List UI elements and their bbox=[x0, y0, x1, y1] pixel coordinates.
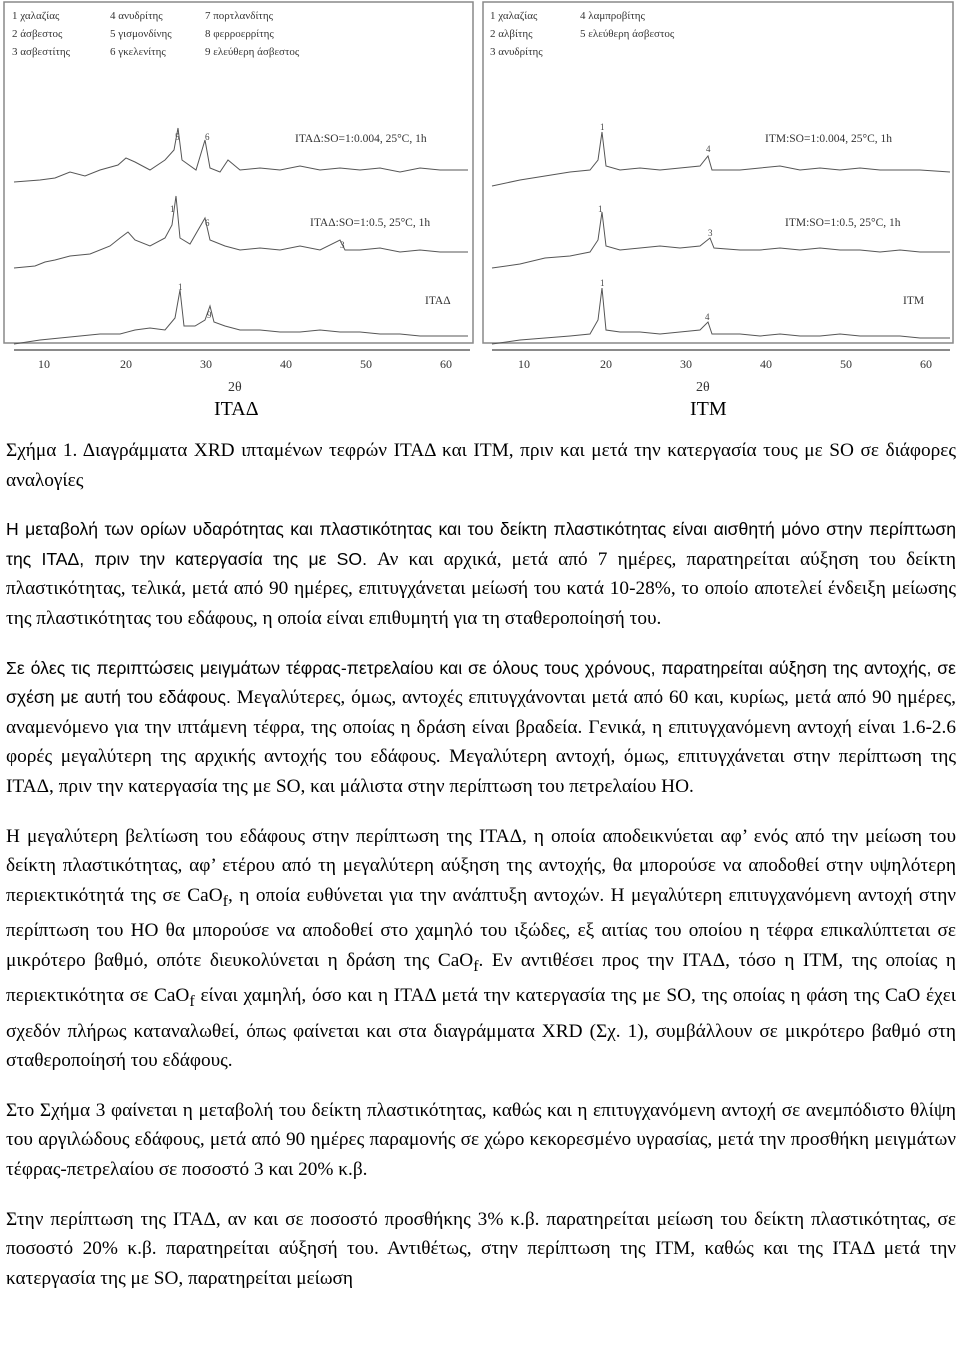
trace-label-right-1: ΙΤΜ:SO=1:0.004, 25°C, 1h bbox=[765, 133, 893, 145]
trace-left-3 bbox=[14, 290, 468, 344]
paragraph-3: Η μεγαλύτερη βελτίωση του εδάφους στην περίπτωση της ΙΤΑΔ, η οποία αποδεικνύεται αφ’ ενός από την μείωση του δείκτη πλαστικότητας, αφ’ ετέρου από τη μεγαλύτερη αύξηση της αντοχής, θα μπορούσε να αποδοθεί στην υψηλότερη περιεκτικότητά της σε CaO$_f$, η οποία ευθύνεται για την ανάπτυξη αντοχών. Η μεγαλύτερη επιτυγχανόμενη αντοχή στην περίπτωση του ΗΟ θα μπορούσε να αποδοθεί στο χαμηλό του ιξώδες, εξ αιτίας του οποίου η τέφρα επικαλύπτεται σε μικρότερο βαθμό, οπότε διευκολύνεται η δράση της CaO$_f$. Εν αντιθέσει προς την ΙΤΑΔ, τόσο η ΙΤΜ, της οποίας η περιεκτικότητα σε CaO$_f$ είναι χαμηλή, όσο και η ΙΤΑΔ μετά την κατεργασία της με SO, της οποίας η φάση της CaO έχει σχεδόν πλήρως καταναλωθεί, όπως φαίνεται και στα διαγράμματα XRD (Σχ. 1), συμβάλλουν σε μικρότερο βαθμό στη σταθεροποίησή του εδάφους. bbox=[6, 825, 957, 1072]
svg-text:5: 5 bbox=[175, 132, 180, 142]
xrd-diagrams bbox=[0, 0, 960, 395]
paragraph-2: Σε όλες τις περιπτώσεις μειγμάτων τέφρας-πετρελαίου και σε όλους τους χρόνους, παρατηρείται αύξηση της αντοχής, σε σχέση με αυτή του εδάφους. Μεγαλύτερες, όμως, αντοχές επιτυγχάνονται μετά από 60 και, κυρίως, μετά από 90 ημέρες, αναμενόμενο για την ιπτάμενη τέφρα, της οποίας η δράση είναι βραδεία. Γενικά, η επιτυγχανόμενη αντοχή είναι 1.6-2.6 φορές μεγαλύτερη της αρχικής αντοχής του εδάφους. Μεγαλύτερη αντοχή, όμως, επιτυγχάνεται στην περίπτωση της ΙΤΑΔ, πριν την κατεργασία της με SO, και μάλιστα στην περίπτωση του πετρελαίου ΗΟ. bbox=[6, 657, 956, 797]
xrd-figure bbox=[0, 0, 960, 395]
legend-left-2-1: 4 ανυδρίτης bbox=[110, 10, 163, 22]
svg-text:3: 3 bbox=[340, 240, 345, 250]
svg-text:1: 1 bbox=[600, 278, 605, 288]
tick-right-30: 30 bbox=[680, 357, 692, 371]
figure-caption: Σχήμα 1. Διαγράμματα XRD ιπταμένων τεφρών ΙΤΑΔ και ΙΤΜ, πριν και μετά την κατεργασία τους με SO σε διάφορες αναλογίες bbox=[6, 440, 956, 491]
tick-left-50: 50 bbox=[360, 357, 372, 371]
trace-label-right-2: ΙΤΜ:SO=1:0.5, 25°C, 1h bbox=[785, 217, 901, 229]
trace-label-left-2: ΙΤΑΔ:SO=1:0.5, 25°C, 1h bbox=[310, 217, 431, 229]
tick-right-10: 10 bbox=[518, 357, 530, 371]
legend-left-1-3: 3 ασβεστίτης bbox=[12, 46, 70, 58]
legend-right-1-1: 1 χαλαζίας bbox=[490, 10, 538, 22]
svg-text:1: 1 bbox=[600, 122, 605, 132]
svg-text:1: 1 bbox=[170, 204, 175, 214]
tick-right-20: 20 bbox=[600, 357, 612, 371]
tick-left-60: 60 bbox=[440, 357, 452, 371]
body-text bbox=[6, 436, 956, 1313]
svg-text:4: 4 bbox=[705, 312, 710, 322]
legend-left-1-2: 2 άσβεστος bbox=[12, 28, 63, 40]
paragraph-1: Η μεταβολή των ορίων υδαρότητας και πλαστικότητας και του δείκτη πλαστικότητας είναι αισθητή μόνο στην περίπτωση της ΙΤΑΔ, πριν την κατεργασία της με SO. Αν και αρχικά, μετά από 7 ημέρες, παρατηρείται αύξηση του δείκτη πλαστικότητας, τελικά, μετά από 90 ημέρες, επιτυγχάνεται μείωσή του κατά 10-28%, το οποίο αποτελεί ένδειξη μείωσης της πλαστικότητας του εδάφους, η οποία είναι επιθυμητή για τη σταθεροποίησή του. bbox=[6, 519, 957, 629]
legend-left-3-2: 8 φερροερρίτης bbox=[205, 28, 274, 40]
left-xrd-panel bbox=[4, 2, 473, 395]
xlabel-left: 2θ bbox=[228, 380, 242, 395]
svg-text:6: 6 bbox=[205, 218, 210, 228]
label-itm: ΙΤΜ bbox=[690, 398, 727, 420]
legend-right-1-3: 3 ανυδρίτης bbox=[490, 46, 543, 58]
legend-left-2-2: 5 γισμονδίνης bbox=[110, 28, 172, 40]
tick-right-50: 50 bbox=[840, 357, 852, 371]
tick-left-40: 40 bbox=[280, 357, 292, 371]
paragraph-5: Στην περίπτωση της ΙΤΑΔ, αν και σε ποσοστό προσθήκης 3% κ.β. παρατηρείται μείωση του δείκτη πλαστικότητας, σε ποσοστό 20% κ.β. παρατηρείται αύξησή του. Αντιθέτως, στην περίπτωση της ΙΤΜ, καθώς και της ΙΤΑΔ μετά την κατεργασία της με SO, παρατηρείται μείωση bbox=[6, 1208, 956, 1289]
legend-left-3-3: 9 ελεύθερη άσβεστος bbox=[205, 46, 300, 58]
tick-right-40: 40 bbox=[760, 357, 772, 371]
tick-left-30: 30 bbox=[200, 357, 212, 371]
figure-panel-labels bbox=[0, 398, 960, 426]
trace-label-left-1: ΙΤΑΔ:SO=1:0.004, 25°C, 1h bbox=[295, 133, 427, 145]
xlabel-right: 2θ bbox=[696, 380, 710, 395]
legend-left-3-1: 7 πορτλανδίτης bbox=[205, 10, 273, 22]
tick-left-10: 10 bbox=[38, 357, 50, 371]
right-xrd-panel bbox=[483, 2, 953, 395]
trace-left-2 bbox=[14, 196, 468, 268]
paragraph-4: Στο Σχήμα 3 φαίνεται η μεταβολή του δείκτη πλαστικότητας, καθώς και η επιτυγχανόμενη αντοχή σε ανεμπόδιστο θλίψη του αργιλώδους εδάφους, μετά από 90 ημέρες παραμονής σε χώρο κεκορεσμένο υγρασίας, μετά την προσθήκη μειγμάτων τέφρας-πετρελαίου σε ποσοστό 3 και 20% κ.β. bbox=[6, 1099, 956, 1181]
svg-text:3: 3 bbox=[708, 228, 713, 238]
tick-left-20: 20 bbox=[120, 357, 132, 371]
legend-right-1-2: 2 αλβίτης bbox=[490, 28, 533, 40]
svg-text:1: 1 bbox=[598, 204, 603, 214]
trace-label-left-3: ΙΤΑΔ bbox=[425, 295, 451, 307]
legend-right-2-2: 5 ελεύθερη άσβεστος bbox=[580, 28, 675, 40]
trace-label-right-3: ΙΤΜ bbox=[903, 295, 925, 307]
legend-left-2-3: 6 γκελενίτης bbox=[110, 46, 166, 58]
tick-right-60: 60 bbox=[920, 357, 932, 371]
legend-left-1-1: 1 χαλαζίας bbox=[12, 10, 60, 22]
svg-text:9: 9 bbox=[207, 310, 212, 320]
legend-right-2-1: 4 λαμπροβίτης bbox=[580, 10, 645, 22]
svg-text:6: 6 bbox=[205, 132, 210, 142]
svg-text:1: 1 bbox=[178, 282, 183, 292]
svg-text:4: 4 bbox=[706, 144, 711, 154]
trace-right-3 bbox=[492, 288, 950, 344]
label-itad: ΙΤΑΔ bbox=[214, 398, 259, 420]
